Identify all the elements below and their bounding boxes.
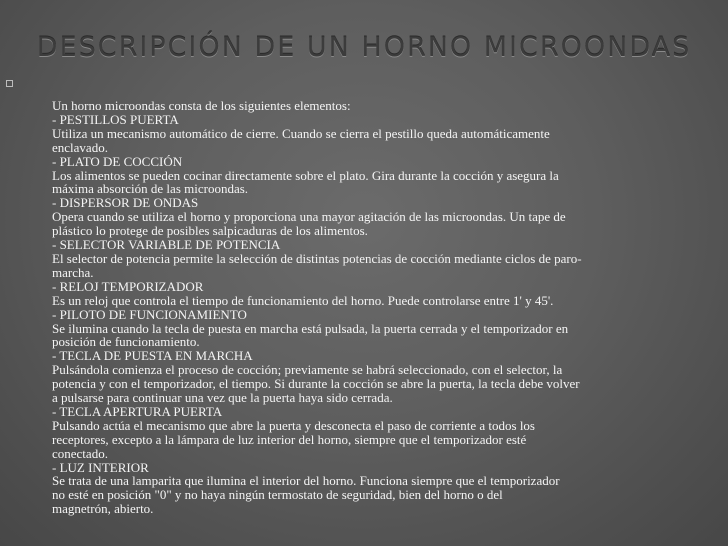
body-line: Se trata de una lamparita que ilumina el interior del horno. Funciona siempre que el temporizador bbox=[52, 473, 560, 489]
body-line: magnetrón, abierto. bbox=[52, 501, 154, 517]
body-line: Pulsándola comienza el proceso de cocción; previamente se habrá seleccionado, con el selector, la bbox=[52, 362, 563, 378]
body-line: a pulsarse para continuar una vez que la puerta haya sido cerrada. bbox=[52, 390, 393, 406]
body-line: - TECLA APERTURA PUERTA bbox=[52, 403, 223, 419]
body-line: conectado. bbox=[52, 445, 108, 461]
body-line: receptores, excepto a la lámpara de luz interior del horno, siempre que el temporizador esté bbox=[52, 431, 527, 447]
square-bullet-icon bbox=[6, 80, 13, 87]
body-line: enclavado. bbox=[52, 139, 108, 155]
body-line: potencia y con el temporizador, el tiempo. Si durante la cocción se abre la puerta, la tecla debe volver bbox=[52, 376, 580, 392]
slide-body bbox=[52, 99, 692, 516]
body-line: Los alimentos se pueden cocinar directamente sobre el plato. Gira durante la cocción y asegura la bbox=[52, 167, 559, 183]
body-line: posición de funcionamiento. bbox=[52, 334, 200, 350]
body-line: no esté en posición "0" y no haya ningún termostato de seguridad, bien del horno o del bbox=[52, 487, 503, 503]
body-line: marcha. bbox=[52, 264, 94, 280]
body-line: Un horno microondas consta de los siguientes elementos: bbox=[52, 98, 351, 113]
body-line: Utiliza un mecanismo automático de cierre. Cuando se cierra el pestillo queda automáticamente bbox=[52, 125, 550, 141]
body-line: Opera cuando se utiliza el horno y proporciona una mayor agitación de las microondas. Un tape de bbox=[52, 209, 566, 225]
body-line: - PESTILLOS PUERTA bbox=[52, 111, 179, 127]
body-line: - RELOJ TEMPORIZADOR bbox=[52, 278, 204, 294]
body-line: - TECLA DE PUESTA EN MARCHA bbox=[52, 348, 253, 364]
body-line: máxima absorción de las microondas. bbox=[52, 181, 249, 197]
body-line: - PILOTO DE FUNCIONAMIENTO bbox=[52, 306, 247, 322]
body-line: Es un reloj que controla el tiempo de funcionamiento del horno. Puede controlarse entre 1' y 45'. bbox=[52, 292, 554, 308]
body-line: Se ilumina cuando la tecla de puesta en marcha está pulsada, la puerta cerrada y el temporizador en bbox=[52, 320, 569, 336]
body-line: - PLATO DE COCCIÓN bbox=[52, 153, 183, 169]
body-line: - LUZ INTERIOR bbox=[52, 459, 149, 475]
body-line: El selector de potencia permite la selección de distintas potencias de cocción mediante ciclos de paro- bbox=[52, 250, 582, 266]
body-line: - SELECTOR VARIABLE DE POTENCIA bbox=[52, 237, 281, 253]
body-line: Pulsando actúa el mecanismo que abre la puerta y desconecta el paso de corriente a todos los bbox=[52, 417, 535, 433]
body-line: plástico lo protege de posibles salpicaduras de los alimentos. bbox=[52, 223, 368, 239]
body-line: - DISPERSOR DE ONDAS bbox=[52, 195, 199, 211]
slide-title: DESCRIPCIÓN DE UN HORNO MICROONDAS bbox=[36, 32, 692, 63]
